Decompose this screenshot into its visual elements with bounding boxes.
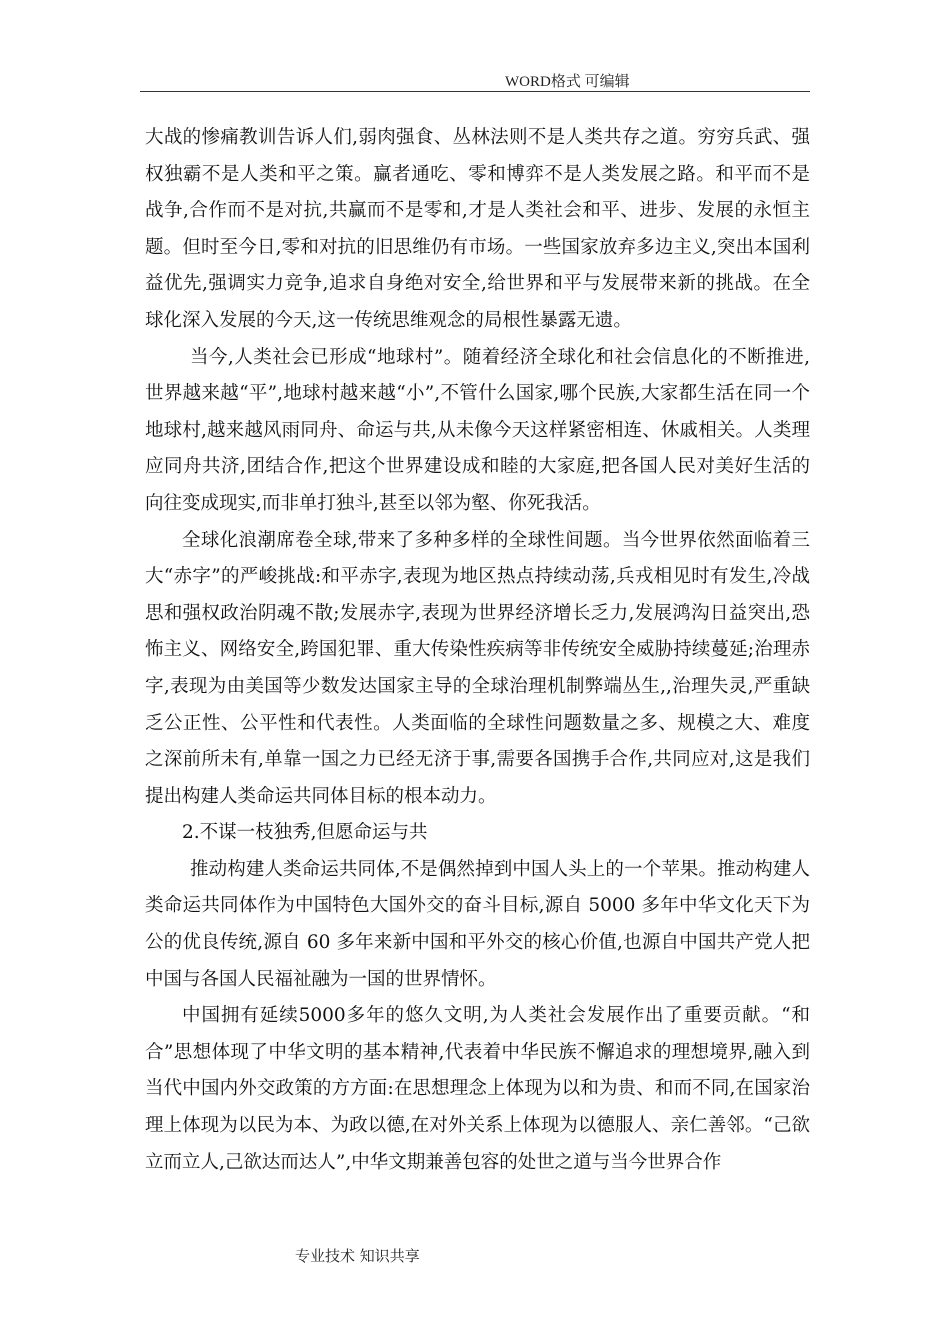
page-footer: 专业技术 知识共享	[295, 1247, 420, 1265]
header-rule	[140, 91, 810, 92]
section-heading: 2.不谋一枝独秀,但愿命运与共	[182, 822, 428, 844]
paragraph-4: 推动构建人类命运共同体,不是偶然掉到中国人头上的一个苹果。推动构建人类命运共同体作为中国特色大国外交的奋斗目标,源自 5000 多年中华文化天下为公的优良传统,源自 60 多年来新中国和平外交的核心价值,也源自中国共产党人把中国与各国人民福祉融为一国的世界情怀。	[145, 858, 810, 990]
paragraph-2: 当今,人类社会已形成“地球村”。随着经济全球化和社会信息化的不断推进,世界越来越“平”,地球村越来越“小”,不管什么国家,哪个民族,大家都生活在同一个地球村,越来越风雨同舟、命运与共,从未像今天这样紧密相连、休戚相关。人类理应同舟共济,团结合作,把这个世界建设成和睦的大家庭,把各国人民对美好生活的向往变成现实,而非单打独斗,甚至以邻为壑、你死我活。	[145, 346, 810, 514]
paragraph-3: 全球化浪潮席卷全球,带来了多种多样的全球性间题。当今世界依然面临着三大“赤字”的严峻挑战:和平赤字,表现为地区热点持续动荡,兵戎相见时有发生,冷战思和强权政治阴魂不散;发展赤字,表现为世界经济增长乏力,发展鸿沟日益突出,恐怖主义、网络安全,跨国犯罪、重大传染性疾病等非传统安全威胁持续蔓延;治理赤字,表现为由美国等少数发达国家主导的全球治理机制弊端丛生,,治理失灵,严重缺乏公正性、公平性和代表性。人类面临的全球性问题数量之多、规模之大、难度之深前所未有,单靠一国之力已经无济于事,需要各国携手合作,共同应对,这是我们提出构建人类命运共同体目标的根本动力。	[145, 529, 810, 807]
paragraph-1: 大战的惨痛教训告诉人们,弱肉强食、丛林法则不是人类共存之道。穷穷兵武、强权独霸不是人类和平之策。赢者通吃、零和博弈不是人类发展之路。和平而不是战争,合作而不是对抗,共赢而不是零和,才是人类社会和平、进步、发展的永恒主题。但时至今日,零和对抗的旧思维仍有市场。一些国家放弃多边主义,突出本国利益优先,强调实力竞争,追求自身绝对安全,给世界和平与发展带来新的挑战。在全球化深入发展的今天,这一传统思维观念的局根性暴露无遗。	[145, 127, 810, 331]
document-body	[145, 120, 810, 1181]
page-header: WORD格式 可编辑	[505, 74, 630, 90]
paragraph-5: 中国拥有延续5000多年的悠久文明,为人类社会发展作出了重要贡献。“和合”思想体现了中华文明的基本精神,代表着中华民族不懈追求的理想境界,融入到当代中国内外交政策的方方面:在思想理念上体现为以和为贵、和而不同,在国家治理上体现为以民为本、为政以德,在对外关系上体现为以德服人、亲仁善邻。“己欲立而立人,己欲达而达人”,中华文期兼善包容的处世之道与当今世界合作	[145, 1005, 810, 1173]
